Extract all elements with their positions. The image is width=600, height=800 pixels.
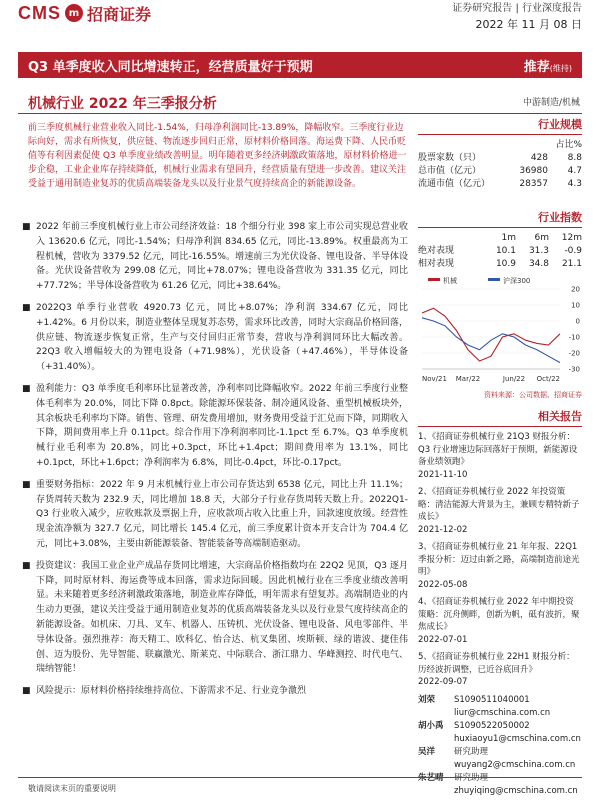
analyst-row — [418, 720, 582, 733]
index-head-cell — [418, 232, 483, 245]
index-table — [418, 232, 582, 271]
bullet-icon: ■ — [22, 686, 31, 697]
scale-label: 股票家数（只） — [418, 153, 482, 163]
bullet-icon: ■ — [22, 479, 31, 490]
divider — [18, 113, 582, 114]
x-tick-label: Jun/22 — [502, 375, 526, 383]
report-date: 2022-09-07 — [418, 677, 468, 687]
title-bar — [18, 52, 582, 78]
report-item[interactable] — [418, 486, 582, 536]
legend-swatch — [428, 278, 440, 281]
y-tick-label: -30 — [568, 365, 580, 374]
analyst-info: 研究助理 — [454, 746, 489, 757]
scale-value: 428 — [530, 153, 548, 163]
sidebar — [418, 116, 582, 798]
paragraph-text: 2022Q3 单季行业营收 4920.73 亿元，同比+8.07%；净利润 334.67 亿元，同比+1.42%。6 月份以来，制造业整体呈现复苏态势，需求环比改善，同时大宗商品价格回落，供应链、物流逐步恢复正常，生产与交付回归正常节奏，营收与净利润同环比大幅改善。22Q3 收入增幅较大的为锂电设备（+71.98%），光伏设备（+47.46%），半导体设备（+31.40%）。 — [36, 302, 408, 373]
legend-label: 机械 — [443, 277, 457, 285]
scale-value: 36980 — [519, 166, 548, 176]
bullet-icon: ■ — [22, 383, 31, 394]
index-row — [418, 245, 582, 258]
analyst-info — [454, 772, 488, 785]
paragraph — [22, 478, 408, 552]
analyst-info: S1090511040001 — [454, 694, 530, 705]
analyst-row — [418, 759, 582, 772]
report-title: 2、《招商证券机械行业 2022 年投资策略：清洁能源大背景为主，兼顾专精特新子成长》 — [418, 487, 580, 522]
analyst-info: zhuyiqing@cmschina.com.cn — [454, 785, 578, 796]
main-body — [22, 220, 408, 706]
logo-cn: 招商证券 — [87, 4, 152, 24]
paragraph — [22, 382, 408, 471]
index-v2: 34.8 — [528, 259, 549, 269]
x-tick-label: Oct/22 — [536, 375, 560, 383]
footer-line — [18, 777, 582, 778]
report-title: 1、《招商证券机械行业 21Q3 财报分析：Q3 行业增速边际回落好于预期，新能源设备业绩领跑》 — [418, 432, 578, 467]
analyst-row — [418, 785, 582, 798]
scale-row — [418, 165, 582, 178]
index-v3: -0.9 — [564, 246, 582, 256]
bullet-icon: ■ — [22, 222, 31, 232]
report-date: 2021-11-10 — [418, 469, 468, 480]
analyst-name — [418, 785, 454, 798]
index-v1: 10.9 — [495, 259, 516, 269]
paragraph-text: 重要财务指标：2022 年 9 月末机械行业上市公司存货达到 6538 亿元，同比上升 11.1%；存货周转天数为 232.9 天，同比增加 18.8 天，大部分子行业存货周转天数上升。2022Q1-Q3 行业收入减少，应收账款及票据上升，应收款项占收入比重上升，回款速度放缓。经营性现金流净额为 327.7 亿元，同比增长 145.4 亿元，前三季度累计资本开支合计为 704.4 亿元，同比+3.08%，主要由新能源装备、智能装备等高端制造驱动。 — [36, 479, 408, 549]
analyst-info: S1090522050002 — [454, 720, 530, 731]
index-label: 绝对表现 — [418, 246, 455, 256]
analysts — [418, 694, 582, 798]
scale-row — [418, 178, 582, 191]
logo — [18, 2, 151, 24]
legend-swatch — [488, 278, 500, 281]
paragraph-text: 2022 年前三季度机械行业上市公司经济效益：18 个细分行业 398 家上市公司实现总营业收入 13620.6 亿元，同比-1.54%；归母净利润 834.65 亿元，同比-13.89%。权重最高为工程机械，营收为 3379.52 亿元，同比-16.55%。增速前三为光伏设备、锂电设备、半导体设备。光伏设备营收为 299.08 亿元，同比+78.07%；锂电设备营收为 331.35 亿元，同比+77.72%；半导体设备营收为 61.26 亿元，同比+38.64%。 — [36, 222, 408, 292]
report-date: 2022 年 11 月 08 日 — [475, 18, 582, 31]
scale-pct: 4.7 — [567, 166, 582, 176]
analyst-info: wuyang2@cmschina.com.cn — [454, 759, 576, 770]
logo-en: CMS — [18, 2, 61, 23]
scale-label: 总市值（亿元） — [418, 166, 482, 176]
index-v2: 31.3 — [528, 246, 549, 256]
paragraph — [22, 559, 408, 677]
analyst-name — [418, 733, 454, 746]
index-head-cell: 1m — [501, 233, 516, 243]
report-item[interactable] — [418, 541, 582, 591]
chart-source: 资料来源：公司数据、招商证券 — [484, 391, 582, 399]
paragraph-text: 盈利能力：Q3 单季度毛利率环比显著改善，净利率同比降幅收窄。2022 年前三季度行业整体毛利率为 20.0%，同比下降 0.8pct。除能源环保装备、制冷通风设备、重型机械板块外，其余板块毛利率均下降。销售、管理、研发费用增加，财务费用受益于汇兑而下降，同期收入下降，期间费用率上升 0.11pct。综合作用下净利润率同比-1.1pct 至 6.7%。Q3 单季度机械行业毛利率为 20.8%，同比+0.3pct，环比+1.4pct；期间费用率为 13.1%，同比+0.1pct，环比+1.6pct；净利润率为 6.8%，同比-0.4pct，环比-0.17pct。 — [36, 383, 408, 468]
index-head-cell: 12m — [561, 233, 582, 243]
analyst-row — [418, 746, 582, 759]
related-title: 相关报告 — [418, 408, 582, 427]
report-date: 2022-05-08 — [418, 579, 468, 590]
scale-value: 28357 — [519, 179, 548, 189]
summary: 前三季度机械行业营业收入同比-1.54%，归母净利润同比-13.89%，降幅收窄。三季度行业边际向好，需求有所恢复，供应链、物流逐步回归正常，原材料价格回落。海运费下降、人民币贬值等有利因素促使 Q3 单季度业绩改善明显。明年随着更多经济刺激政策落地，原材料价格进一步企稳，工业企业库存持续降低，机械行业需求有望回升，经营质量有望进一步改善。建议关注受益于通用制造业复苏的优质高端装备龙头以及行业景气度持续高企的新能源设备。 — [28, 123, 407, 189]
y-tick-label: 10 — [571, 301, 580, 310]
logo-icon: m — [65, 4, 83, 22]
subtitle: 机械行业 2022 年三季报分析 — [28, 96, 217, 112]
analyst-name — [418, 707, 454, 720]
report-item[interactable] — [418, 431, 582, 481]
index-chart — [418, 275, 582, 385]
rating-label: 推荐 — [523, 59, 550, 75]
report-title: 3、《招商证券机械行业 21 年年报、22Q1 季报分析：迈过由新之路，高端制造前途光明》 — [418, 542, 580, 577]
y-tick-label: 0 — [575, 317, 580, 326]
legend-label: 沪深300 — [503, 277, 531, 285]
analyst-name: 吴洋 — [418, 746, 436, 757]
analyst-name: 刘荣 — [418, 694, 436, 705]
analyst-name: 胡小禹 — [418, 720, 444, 731]
report-item[interactable] — [418, 596, 582, 646]
bullet-icon: ■ — [22, 560, 31, 571]
index-v1: 10.1 — [495, 246, 516, 256]
y-tick-label: -20 — [568, 349, 580, 358]
x-tick-label: Nov/21 — [422, 375, 447, 383]
y-tick-label: -10 — [568, 333, 580, 342]
paragraph-text: 投资建议：我国工业企业产成品存货同比增速，大宗商品价格指数均在 22Q2 见顶，Q3 逐月下降，同时原材料、海运费等成本回落，需求边际回暖。因此机械行业在三季度业绩改善明显。未来随着更多经济刺激政策落地，制造业库存降低，明年需求有望复苏。高端制造业的内生动力更强，建议关注受益于通用制造业复苏的优质高端装备龙头以及行业景气度持续高企的新能源设备。如机床、刀具、叉车、机器人、压铸机、光伏设备、锂电设备、风电零部件、半导体设备。强烈推荐：海天精工、欧科亿、怡合达、杭叉集团、埃斯顿、绿的谐波、捷佳伟创、迈为股份、先导智能、联赢激光、斯莱克、中际联合、浙江鼎力、华峰测控、时代电气、瑞纳智能！ — [36, 560, 408, 675]
index-head-cell: 6m — [534, 233, 549, 243]
report-title: Q3 单季度收入同比增速转正，经营质量好于预期 — [28, 59, 313, 75]
sector-label: 中游制造/机械 — [522, 98, 580, 108]
index-head — [418, 232, 582, 245]
analyst-name — [418, 759, 454, 772]
report-date: 2021-12-02 — [418, 524, 468, 535]
footer: 敬请阅读末页的重要说明 — [28, 784, 116, 793]
report-title: 4、《招商证券机械行业 2022 年中期投资策略：沉舟侧畔，创新为帆，砥有波折，聚焦成长》 — [418, 597, 580, 632]
paragraph — [22, 301, 408, 375]
scale-table — [418, 152, 582, 191]
index-row — [418, 258, 582, 271]
scale-row — [418, 152, 582, 165]
report-title: 5、《招商证券机械行业 22H1 财报分析：历经波折调整，已近谷底回升》 — [418, 652, 575, 675]
analyst-info: huxiaoyu1@cmschina.com.cn — [454, 733, 581, 744]
index-v3: 21.1 — [561, 259, 582, 269]
paragraph — [22, 684, 408, 699]
analyst-row — [418, 694, 582, 707]
report-date: 2022-07-01 — [418, 634, 468, 645]
scale-title: 行业规模 — [418, 116, 582, 135]
report-type: 证券研究报告 | 行业深度报告 — [452, 3, 582, 14]
analyst-info: liur@cmschina.com.cn — [454, 707, 551, 718]
index-title: 行业指数 — [418, 209, 582, 228]
scale-unit: 占比% — [555, 140, 582, 150]
x-tick-label: Mar/22 — [455, 375, 481, 383]
report-item[interactable] — [418, 651, 582, 689]
analyst-row — [418, 733, 582, 746]
y-tick-label: 20 — [571, 285, 580, 294]
index-label: 相对表现 — [418, 259, 455, 269]
paragraph-text: 风险提示：原材料价格持续维持高位、下游需求不足、行业竞争激烈 — [36, 686, 307, 697]
paragraph — [22, 220, 408, 294]
bullet-icon: ■ — [22, 302, 31, 313]
analyst-row — [418, 772, 582, 785]
related-reports — [418, 431, 582, 689]
analyst-row — [418, 707, 582, 720]
analyst-name — [418, 772, 454, 785]
rating-sub: (维持) — [549, 63, 572, 73]
rating — [524, 56, 582, 75]
scale-pct: 8.8 — [567, 153, 582, 163]
scale-label: 流通市值（亿元） — [418, 179, 491, 189]
scale-pct: 4.3 — [567, 179, 582, 189]
